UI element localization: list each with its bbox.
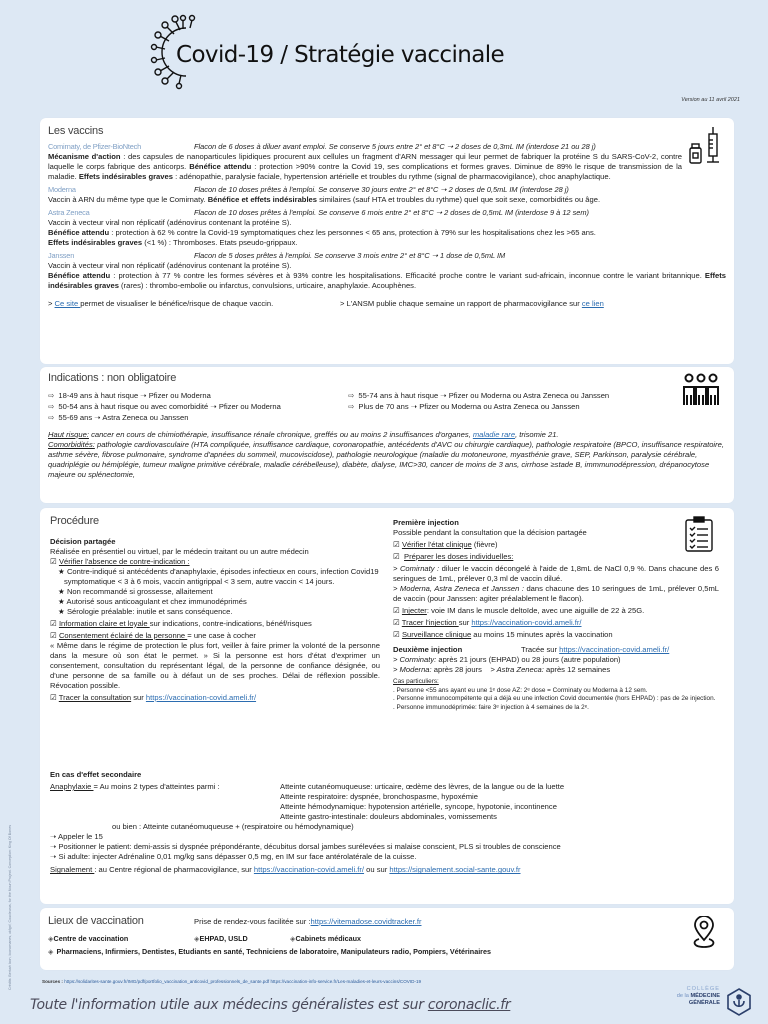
deuxieme-heading: Deuxième injection: [393, 645, 463, 655]
label-benefice: Bénéfice attendu: [48, 270, 111, 280]
info-text: sur indications, contre-indications, bénéf/risques: [149, 618, 312, 628]
checkbox-icon: ☑: [50, 630, 57, 640]
comirnaty-label: > Comirnaty :: [393, 564, 440, 574]
cas-item: . Personne immunodéprimée: faire 3ᵉ injection à 4 semaines de la 2ᵉ.: [393, 703, 589, 711]
vaccine-links: [48, 299, 726, 309]
vaccine-info: Flacon de 6 doses à diluer avant emploi. Se conserve 5 jours entre 2° et 8°C ➝ 2 doses de 0,3mL IM (interdose 21 ou 28 j): [194, 141, 596, 151]
sources-line: [42, 979, 421, 985]
surveillance-text: au moins 15 minutes après la vaccination: [471, 630, 613, 640]
icon-credits: Crédits: Berkah Icon, Iconomanes, xkfgcf, Coucleurus, for the Noun Project. Conception: King Of Bones: [8, 825, 12, 990]
logo-prefix: de la: [676, 992, 691, 999]
checkbox-icon: ☑: [393, 552, 400, 562]
text-mecanisme: : des capsules de nanoparticules lipidiques procurent aux cellules un fragment d'ARN messager qui leur permet de fabriquer la protéine S du SARS-CoV-2, contre laquelle le corps fabrique des anticorps.: [48, 151, 683, 171]
label-benefice: Bénéfice attendu: [48, 227, 110, 237]
checkbox-icon: ☑: [393, 540, 400, 550]
version-date: Version au 11 avril 2021: [681, 97, 740, 103]
text-benefice: : protection à 77 % contre les formes sévères et à 93% contre les hospitalisations. Efficacité proche contre le variant sud-africain, inconnue contre le variant britannique.: [110, 270, 705, 280]
anaphylaxie-item: Atteinte gastro-intestinale: douleurs abdominales, vomissements: [280, 812, 497, 822]
text-effets: (rares) : thrombo-embolie ou infarctus, convulsions, urticaire, anaphylaxie. Acouphènes.: [118, 280, 417, 290]
text-janssen-type: Vaccin à vecteur viral non réplicatif (adénovirus contenant la protéine S).: [48, 260, 292, 270]
deuxieme-corminaty: [393, 655, 719, 665]
indication-item: [348, 391, 708, 401]
action-item: ➝ Si adulte: injecter Adrénaline 0,01 mg/kg sans dépasser 0,5 mg, en IM sur face antérolatérale de la cuisse.: [50, 852, 417, 862]
others-label: > Moderna, Astra Zeneca et Janssen :: [393, 584, 524, 594]
checkbox-icon: ☑: [50, 692, 57, 702]
risk-definitions: [48, 430, 726, 480]
tracer-injection-label: Tracer l'injection: [401, 618, 459, 628]
maladie-rare-link[interactable]: maladie rare: [472, 429, 516, 439]
surveillance-check: [393, 630, 719, 640]
procedure-title: Procédure: [50, 515, 99, 527]
info-check: [50, 619, 380, 629]
ci-text: Sérologie préalable: inutile et sans conséquence.: [66, 606, 233, 616]
action-item: ➝ Appeler le 15: [50, 832, 103, 842]
clipboard-checklist-icon: [684, 516, 714, 552]
lieux-list: [48, 934, 726, 944]
ci-text: Non recommandé si grossesse, allaitement: [66, 586, 213, 596]
cas-particuliers-label: Cas particuliers:: [393, 678, 439, 686]
procedure-card: [40, 508, 734, 904]
sources-links[interactable]: https://solidarites-sante.gouv.fr/IMG/pdf/portfolio_vaccination_anticovid_professionnels_de_sante.pdf https://vaccination-info-service.fr/Les-maladies-et-leurs-vaccins/COVID-19: [62, 979, 422, 984]
anaphylaxie-item: Atteinte cutanéomuqueuse: urticaire, œdème des lèvres, de la langue ou de la luette: [280, 782, 565, 792]
signalement-line: [50, 865, 730, 875]
text-benefice: : protection à 62 % contre la Covid-19 symptomatiques chez les personnes < 65 ans, protection à 79% sur les hospitalisations chez les >65 ans.: [109, 227, 596, 237]
vaccine-info: Flacon de 5 doses prêtes à l'emploi. Se conserve 3 mois entre 2° et 8°C ➝ 1 dose de 0,5mL IM: [194, 250, 506, 260]
page-title: Covid-19 / Stratégie vaccinale: [176, 42, 505, 68]
lieu-item: [194, 934, 290, 944]
arrow-icon: ⇨: [348, 390, 355, 400]
az-label: > Astra Zeneca:: [490, 665, 544, 675]
checkbox-icon: ☑: [50, 556, 57, 566]
deuxieme-moderna-az: [393, 665, 719, 675]
link-prefix: >: [48, 298, 55, 308]
indication-text: 18-49 ans à haut risque ➝ Pfizer ou Moderna: [58, 390, 211, 400]
lieu-item: [48, 934, 194, 944]
trace-text: Tracée sur: [521, 645, 560, 655]
indication-text: 55-69 ans ➝ Astra Zeneca ou Janssen: [58, 412, 189, 422]
diamond-bullet-icon: ◈: [48, 933, 54, 943]
cmg-hexagon-icon: [726, 988, 752, 1016]
star-icon: ★: [58, 566, 65, 576]
consent-paragraph: « Même dans le régime de protection le plus fort, veiller à faire primer la volonté de la personne dans la mesure où son état le permet. » Si la personne est hors d'état d'exprimer un consentement, consultation du représentant légal, de la personne de confiance désignée, ou d'une personne de sa famille ou à défaut un de ses proches. Délai de réflexion possible. Révocation possible.: [50, 640, 380, 690]
tagline-text: Toute l'information utile aux médecins généralistes est sur: [30, 997, 428, 1013]
ci-item: [50, 567, 380, 587]
ci-text: Contre-indiqué si antécédents d'anaphylaxie, épisodes infectieux en cours, infection Covid19 symptomatique < 3 à 6 mois, vaccin antigrippal < 3 sem, autre vaccin < 14 jours.: [64, 566, 379, 586]
ameli-link[interactable]: https://vaccination-covid.ameli.fr/: [145, 692, 257, 702]
ce-lien-link[interactable]: ce lien: [581, 298, 604, 308]
ci-item: [50, 607, 380, 617]
vaccine-info: Flacon de 10 doses prêtes à l'emploi. Se conserve 6 mois entre 2° et 8°C ➝ 2 doses de 0,5mL IM (interdose 9 à 12 sem): [194, 207, 590, 217]
indication-item: [348, 402, 708, 412]
ce-site-link[interactable]: Ce site: [54, 298, 81, 308]
tracer-check: [50, 693, 380, 703]
anaphylaxie-item: Atteinte hémodynamique: hypotension artérielle, syncope, hypotonie, incontinence: [280, 802, 557, 812]
vaccine-name: Astra Zeneca: [48, 207, 90, 217]
lieu-item: [290, 934, 361, 944]
header: [0, 0, 768, 103]
indication-text: 55-74 ans à haut risque ➝ Pfizer ou Moderna ou Astra Zeneca ou Janssen: [358, 390, 610, 400]
effets-heading: En cas d'effet secondaire: [50, 770, 142, 779]
tracer-injection-text: sur: [458, 618, 472, 628]
text-moderna-1: Vaccin à ARN du même type que le Comirnaty.: [48, 194, 208, 204]
haut-risque-end: , trisomie 21.: [515, 429, 559, 439]
premiere-heading: Première injection: [393, 518, 459, 527]
moderna-label: > Moderna:: [393, 665, 432, 675]
decision-heading: Décision partagée: [50, 536, 116, 546]
signalement-mid: ou sur: [364, 865, 390, 875]
link1-text: permet de visualiser le bénéfice/risque de chaque vaccin.: [80, 298, 274, 308]
vaccines-card: [40, 118, 734, 364]
anaphylaxie-text: = Au moins 2 types d'atteintes parmi :: [93, 782, 220, 792]
lieux-title: Lieux de vaccination: [48, 915, 144, 927]
label-effets: Effets indésirables graves: [78, 171, 173, 181]
prep-comirnaty: [393, 564, 719, 584]
checkbox-icon: ☑: [50, 618, 57, 628]
diamond-bullet-icon: ◈: [48, 947, 54, 957]
vaccine-astrazeneca: [48, 208, 726, 248]
ameli-link[interactable]: https://vaccination-covid.ameli.fr/: [253, 865, 365, 875]
arrow-icon: ⇨: [348, 401, 355, 411]
injecter-check: [393, 606, 719, 616]
cas-item: . Personne <55 ans ayant eu une 1ᵉ dose AZ: 2ᵉ dose = Corminaty ou Moderna à 12 sem.: [393, 686, 648, 694]
star-icon: ★: [58, 586, 65, 596]
text-effets: (<1 %) : Thromboses. Etats pseudo-grippaux.: [142, 237, 298, 247]
corminaty-label: > Corminaty:: [393, 655, 437, 665]
coronaclic-link[interactable]: coronaclic.fr: [427, 997, 511, 1013]
label-effets: Effets indésirables graves: [48, 237, 143, 247]
text-az-type: Vaccin à vecteur viral non réplicatif (adénovirus contenant la protéine S).: [48, 217, 292, 227]
indication-item: [48, 413, 348, 423]
comorbidites-label: Comorbidités:: [48, 439, 95, 449]
haut-risque-label: Haut risque:: [48, 429, 89, 439]
cmg-logo: [676, 986, 752, 1020]
procedure-right-column: [393, 514, 719, 712]
ci-item: [50, 587, 380, 597]
decision-intro: Réalisée en présentiel ou virtuel, par le médecin traitant ou un autre médecin: [50, 546, 309, 556]
checkbox-icon: ☑: [393, 618, 400, 628]
arrow-icon: ⇨: [48, 390, 55, 400]
text-moderna-2: similaires (sauf HTA et troubles du rythme) quel que soit sexe, comorbidités ou âge.: [317, 194, 601, 204]
vaccine-comirnaty: [48, 142, 726, 182]
indications-title: Indications : non obligatoire: [48, 372, 177, 384]
label-benefice: Bénéfice attendu: [189, 161, 252, 171]
text-benefice: : protection >90% contre la Covid 19, ses complications et formes graves. Diminue de 89% le risque de transmission de la maladie.: [48, 161, 682, 181]
side-effects-section: [50, 766, 730, 875]
vaccine-moderna: [48, 185, 726, 205]
logo-line3: GÉNÉRALE: [688, 999, 720, 1006]
rdv-text: Prise de rendez-vous facilitée sur :: [194, 917, 311, 926]
indications-list: [48, 391, 726, 423]
arrow-icon: ⇨: [48, 401, 55, 411]
lieux-header: [48, 914, 726, 929]
haut-risque-text: cancer en cours de chimiothérapie, insuffisance rénale chronique, greffés ou au moins 2 insuffisances d'organes,: [88, 429, 473, 439]
signalement-link[interactable]: https://signalement.social-sante.gouv.fr: [389, 865, 521, 875]
vaccine-name: Janssen: [48, 250, 75, 260]
ameli-link[interactable]: https://vaccination-covid.ameli.fr/: [559, 645, 670, 655]
logo-line2: MÉDECINE: [690, 992, 720, 999]
consent-check: [50, 631, 380, 641]
lieu-label: Cabinets médicaux: [295, 933, 362, 943]
vaccine-info: Flacon de 10 doses prêtes à l'emploi. Se conserve 30 jours entre 2° et 8°C ➝ 2 doses de 0,5mL IM (interdose 28 j): [194, 184, 569, 194]
star-icon: ★: [58, 596, 65, 606]
comorbidites-text: pathologie cardiovasculaire (HTA compliquée, insuffisance cardiaque, coronaropathie, antécédents d'AVC ou chirurgie cardiaque), pathologie respiratoire (BPCO, insuffisance respiratoire, asthme sévère, fibrose pulmonaire, syndrome d'apnées du sommeil, mucoviscidose), pathologie neurologique (maladie du motoneurone, myasthénie grave, SEP, Parkinson, paralysie cérébrale, quadriplégie ou hémiplégie, tumeur maligne primitive cérébrale, maladie cérébelleuse), diabète, dialyse, IMC>30, cancer de moins de 3 ans, cirrhose ≥stade B, immmunodépression, drépanocytose majeure ou splénectomie,: [48, 439, 724, 479]
tracer-text: sur: [131, 692, 146, 702]
vaccines-title: Les vaccins: [48, 125, 104, 137]
ci-text: Autorisé sous anticoagulant et chez immunodéprimés: [66, 596, 247, 606]
star-icon: ★: [58, 606, 65, 616]
signalement-label: Signalement: [50, 865, 95, 875]
etat-check: [393, 540, 719, 550]
tracer-label: Tracer la consultation: [58, 692, 132, 702]
etat-label: Vérifier l'état clinique: [401, 540, 472, 550]
link2-text: > L'ANSM publie chaque semaine un rapport de pharmacovigilance sur: [340, 298, 582, 308]
consent-text: = une case à cocher: [187, 630, 256, 640]
vaccine-name: Comirnaty, de Pfizer-BioNtech: [48, 141, 142, 151]
moderna-text: après 28 jours: [431, 665, 482, 675]
others-text: dans chacune des 10 seringues de 1mL, prélever 0,5mL de vaccin (pour Janssen: agiter préalablement le flacon).: [393, 584, 720, 604]
arrow-icon: ⇨: [48, 412, 55, 422]
logo-text: [677, 986, 720, 1007]
etat-text: (fièvre): [471, 540, 498, 550]
label-mecanisme: Mécanisme d'action: [48, 151, 121, 161]
ci-item: [50, 597, 380, 607]
procedure-left-column: [50, 514, 380, 703]
indication-item: [48, 402, 348, 412]
ci-label: Vérifier l'absence de contre-indication :: [58, 556, 190, 566]
tagline: [30, 996, 510, 1014]
diamond-bullet-icon: ◈: [194, 933, 200, 943]
premiere-intro: Possible pendant la consultation que la décision partagée: [393, 528, 587, 538]
signalement-text: : au Centre régional de pharmacovigilance, sur: [94, 865, 254, 875]
cas-item: . Personne immunocompétente qui a déjà eu une infection Covid documentée (hors EHPAD) : pas de 2e injection.: [393, 695, 716, 703]
sources-label: Sources :: [42, 979, 63, 984]
az-text: après 12 semaines: [543, 665, 611, 675]
label-effets: Effets indésirables graves: [48, 270, 727, 290]
ameli-link[interactable]: https://vaccination-covid.ameli.fr/: [471, 618, 582, 628]
vaccine-name: Moderna: [48, 184, 76, 194]
diamond-bullet-icon: ◈: [290, 933, 296, 943]
indications-card: [40, 367, 734, 503]
deuxieme-row: [393, 645, 719, 655]
corminaty-text: après 21 jours (EHPAD) ou 28 jours (autre population): [436, 655, 621, 665]
lieux-professionals: [48, 947, 726, 957]
surveillance-label: Surveillance clinique: [401, 630, 472, 640]
location-pin-icon: [692, 916, 716, 950]
anaphylaxie-item: Atteinte respiratoire: dyspnée, bronchospasme, hypoxémie: [280, 792, 478, 802]
checkbox-icon: ☑: [393, 606, 400, 616]
indication-item: [48, 391, 348, 401]
indication-text: 50-54 ans à haut risque ou avec comorbidité ➝ Pfizer ou Moderna: [58, 401, 281, 411]
text-effets: : adénopathie, paralysie faciale, hypertension artérielle et troubles du rythme (signal de pharmacovigilance), choc anaphylactique.: [172, 171, 611, 181]
prep-check: [393, 552, 719, 562]
prep-others: [393, 584, 719, 604]
action-item: ➝ Positionner le patient: demi-assis si dyspnée prépondérante, décubitus dorsal jambes surélevées si malaise conscient, PLS si troubles de conscience: [50, 842, 561, 852]
tracer-injection-check: [393, 618, 719, 628]
vaccine-syringe-icon: [688, 126, 724, 166]
anaphylaxie-grid: [50, 782, 730, 822]
lieu-label: EHPAD, USLD: [199, 933, 248, 943]
comirnaty-text: diluer le vaccin décongelé à l'aide de 1,8mL de NaCl 0,9 %. Dans chacune des 6 seringues de 1mL, prélever 0,3 ml de vaccin dilué.: [393, 564, 719, 584]
professionals-text: Pharmaciens, Infirmiers, Dentistes, Etudiants en santé, Techniciens de laboratoire, Manipulateurs radio, Pompiers, Vétérinaires: [56, 947, 491, 957]
ci-check: [50, 557, 380, 567]
consent-label: Consentement éclairé de la personne: [58, 630, 188, 640]
vaccine-janssen: [48, 251, 726, 291]
label-moderna: Bénéfice et effets indésirables: [207, 194, 317, 204]
injecter-text: : voie IM dans le muscle deltoïde, avec une aiguille de 22 à 25G.: [426, 606, 645, 616]
indication-text: Plus de 70 ans ➝ Pfizer ou Moderna ou Astra Zeneca ou Janssen: [358, 401, 580, 411]
logo-line1: COLLÈGE: [686, 986, 720, 992]
injecter-label: Injecter: [401, 606, 427, 616]
lieu-label: Centre de vaccination: [53, 933, 129, 943]
people-group-icon: [682, 373, 720, 407]
vaccination-places-card: [40, 908, 734, 970]
checkbox-icon: ☑: [393, 630, 400, 640]
vitemadose-link[interactable]: https://vitemadose.covidtracker.fr: [310, 917, 422, 926]
info-label: Information claire et loyale: [58, 618, 150, 628]
ou-bien-text: ou bien : Atteinte cutanéomuqueuse + (respiratoire ou hémodynamique): [112, 822, 354, 832]
anaphylaxie-items: [280, 782, 720, 822]
prep-label: Préparer les doses individuelles:: [404, 552, 514, 562]
anaphylaxie-label: Anaphylaxie: [50, 782, 94, 792]
